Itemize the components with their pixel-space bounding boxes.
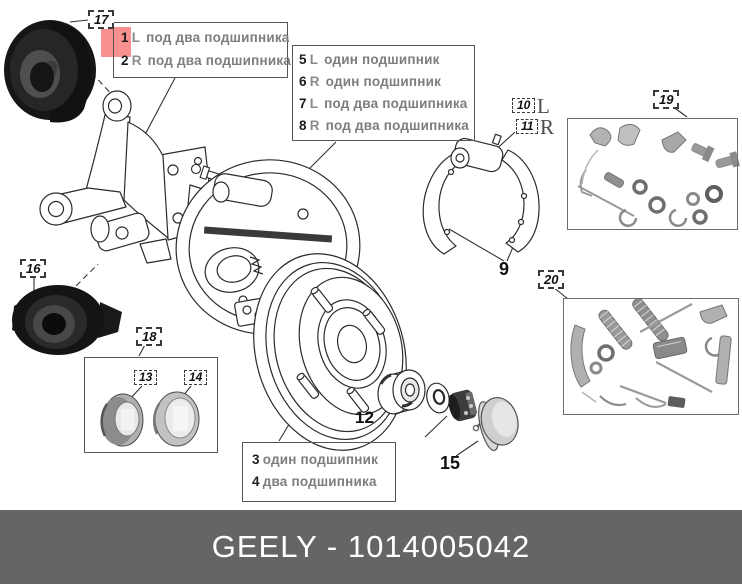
bearing-note: два подшипника bbox=[262, 474, 377, 489]
callout-line bbox=[299, 96, 474, 118]
hardware-box-20 bbox=[563, 298, 739, 415]
side-letter: L bbox=[131, 30, 141, 45]
part-label-20: 20 bbox=[538, 270, 564, 289]
bearing-note: под два подшипника bbox=[147, 53, 291, 68]
wheel-bearing-12-illustration bbox=[378, 370, 425, 414]
part-label-9: 9 bbox=[499, 259, 510, 279]
part-number: 2 bbox=[121, 53, 129, 68]
part-number: 8 bbox=[299, 118, 307, 133]
bearing-note: один подшипник bbox=[324, 52, 440, 67]
part-number: 4 bbox=[252, 474, 260, 489]
bearing-note: один подшипник bbox=[325, 74, 442, 89]
part-label-17: 17 bbox=[88, 10, 114, 29]
callout-line bbox=[121, 53, 291, 76]
part-label-12: 12 bbox=[355, 408, 374, 427]
brake-shoes-illustration bbox=[423, 134, 539, 254]
brand-part-number-text: GEELY - 1014005042 bbox=[211, 529, 531, 564]
part-label-19: 19 bbox=[653, 90, 679, 109]
side-letter: R bbox=[309, 74, 320, 89]
side-letter: L bbox=[309, 96, 319, 111]
part-label-16: 16 bbox=[20, 259, 46, 278]
part-label-14: 14 bbox=[184, 370, 207, 385]
callout-line bbox=[252, 474, 395, 496]
dust-cap-15-illustration bbox=[474, 394, 523, 453]
part-label-18: 18 bbox=[136, 327, 162, 346]
part-number: 5 bbox=[299, 52, 307, 67]
bearing-note: один подшипник bbox=[262, 452, 379, 467]
part-label-15: 15 bbox=[440, 453, 461, 473]
callout-line bbox=[299, 74, 474, 96]
washer-illustration bbox=[424, 381, 453, 415]
part-number: 7 bbox=[299, 96, 307, 111]
bearing-note: под два подшипника bbox=[146, 30, 290, 45]
side-letter: R bbox=[131, 53, 142, 68]
callout-line bbox=[121, 30, 290, 53]
callout-box-parts-3-4 bbox=[242, 442, 396, 502]
part-number: 3 bbox=[252, 452, 260, 467]
side-letter-left: L bbox=[537, 94, 550, 118]
callout-line bbox=[299, 52, 474, 74]
part-label-13: 13 bbox=[134, 370, 157, 385]
callout-line bbox=[252, 452, 395, 474]
hardware-box-19 bbox=[567, 118, 738, 230]
bearing-note: под два подшипника bbox=[325, 118, 469, 133]
bushing-16-illustration bbox=[12, 285, 122, 355]
castle-nut-illustration bbox=[446, 389, 478, 423]
bearing-note: под два подшипника bbox=[324, 96, 468, 111]
part-number: 1 bbox=[121, 30, 129, 45]
part-label-11: 11 bbox=[516, 119, 538, 134]
bushing-17-illustration bbox=[4, 20, 96, 122]
callout-line bbox=[299, 118, 474, 140]
side-letter: R bbox=[309, 118, 320, 133]
part-number: 6 bbox=[299, 74, 307, 89]
side-letter-right: R bbox=[540, 115, 555, 139]
footer-bar bbox=[0, 510, 742, 584]
side-letter: L bbox=[309, 52, 319, 67]
callout-box-parts-5-8 bbox=[292, 45, 475, 141]
part-label-10: 10 bbox=[512, 98, 535, 113]
callout-box-parts-1-2 bbox=[113, 22, 291, 78]
